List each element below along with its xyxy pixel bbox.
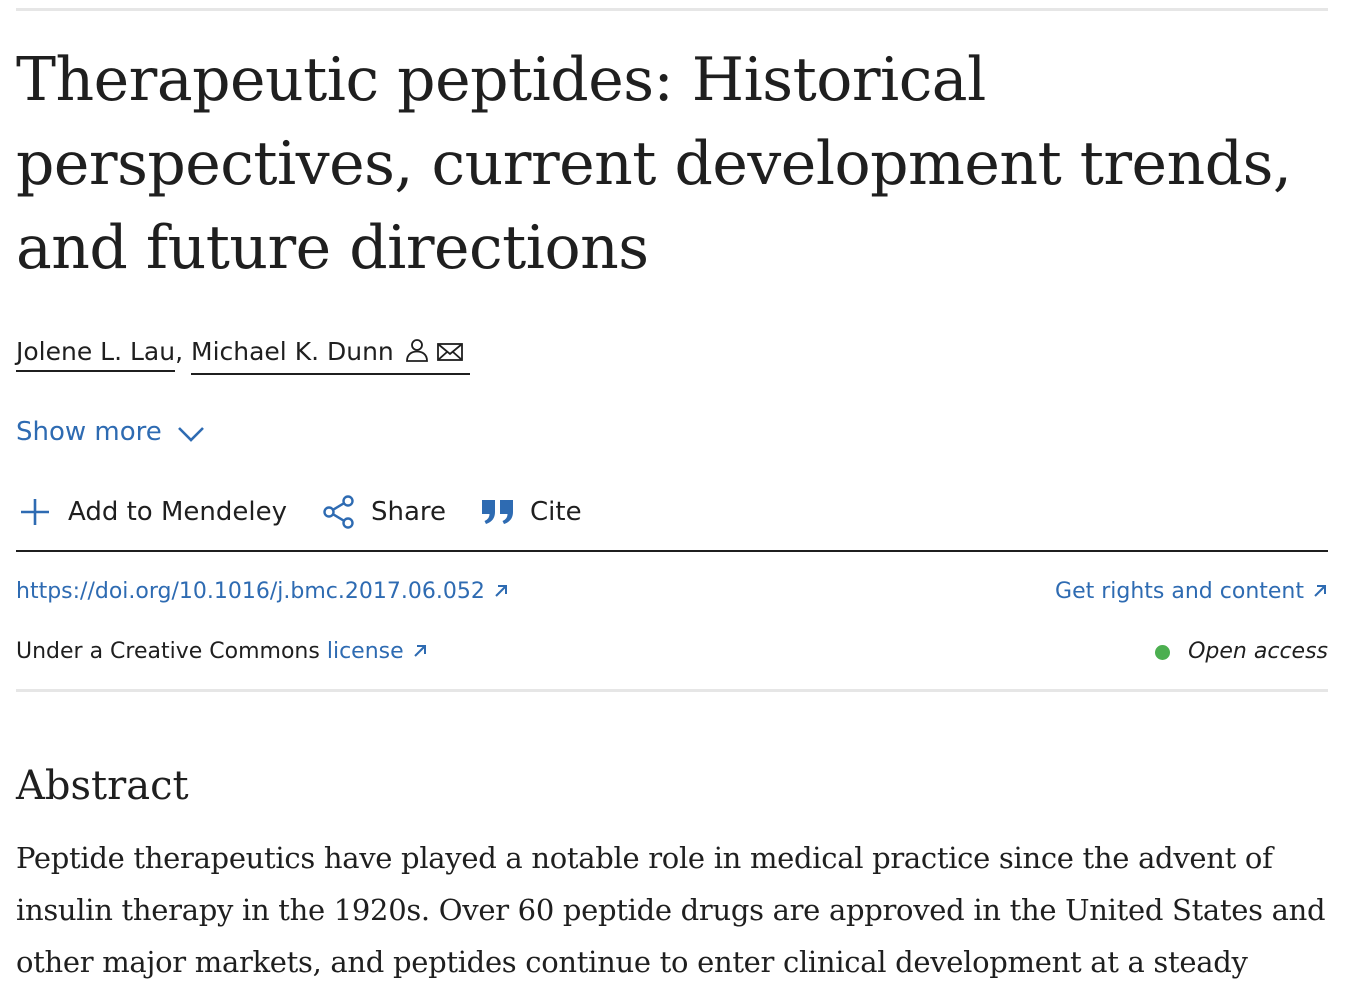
show-more-button[interactable] (16, 412, 206, 452)
author-link-dunn[interactable] (191, 334, 470, 375)
external-link-arrow-icon (1312, 583, 1328, 599)
cite-label: Cite (530, 497, 582, 527)
actions-divider (16, 550, 1328, 552)
quote-icon (480, 497, 516, 527)
show-more-label: Show more (16, 417, 162, 447)
author-list (16, 332, 470, 375)
abstract-text: Peptide therapeutics have played a notable role in medical practice since the advent of insulin therapy in the 1920s. Over 60 peptide drugs are approved in the United States and other major markets, and peptides continue to enter clinical development at a steady (16, 841, 1326, 979)
chevron-down-icon (176, 424, 206, 444)
license-row (16, 634, 1328, 670)
add-to-mendeley-button[interactable] (16, 497, 287, 527)
license-link[interactable] (327, 639, 428, 664)
person-icon (404, 337, 430, 363)
author-separator: , (175, 337, 184, 366)
article-title: Therapeutic peptides: Historical perspectives, current development trends, and future directions (16, 45, 1292, 283)
header-bottom-divider (16, 689, 1328, 692)
author-name: Jolene L. Lau (16, 337, 176, 366)
get-rights-link[interactable] (1055, 574, 1328, 610)
doi-link[interactable] (16, 574, 509, 610)
cite-button[interactable] (480, 497, 582, 527)
plus-icon (16, 497, 54, 527)
author-link-lau[interactable] (16, 334, 175, 372)
get-rights-text: Get rights and content (1055, 579, 1304, 604)
share-label: Share (370, 497, 447, 527)
license-prefix: Under a Creative Commons (16, 639, 320, 664)
envelope-icon (436, 341, 464, 363)
external-link-arrow-icon (412, 643, 428, 659)
external-link-arrow-icon (493, 583, 509, 599)
share-icon (321, 494, 357, 530)
license-statement (16, 634, 428, 670)
open-access-label: Open access (1188, 639, 1328, 664)
top-divider (16, 8, 1328, 11)
license-link-text: license (326, 639, 404, 664)
doi-link-text: https://doi.org/10.1016/j.bmc.2017.06.052 (16, 579, 485, 604)
open-access-badge (1155, 634, 1328, 670)
author-name: Michael K. Dunn (191, 337, 394, 366)
article-actions (16, 490, 616, 534)
open-access-dot (1155, 645, 1170, 660)
doi-row (16, 574, 1328, 610)
add-to-mendeley-label: Add to Mendeley (68, 497, 287, 527)
abstract-heading: Abstract (16, 763, 189, 809)
share-button[interactable] (321, 494, 446, 530)
